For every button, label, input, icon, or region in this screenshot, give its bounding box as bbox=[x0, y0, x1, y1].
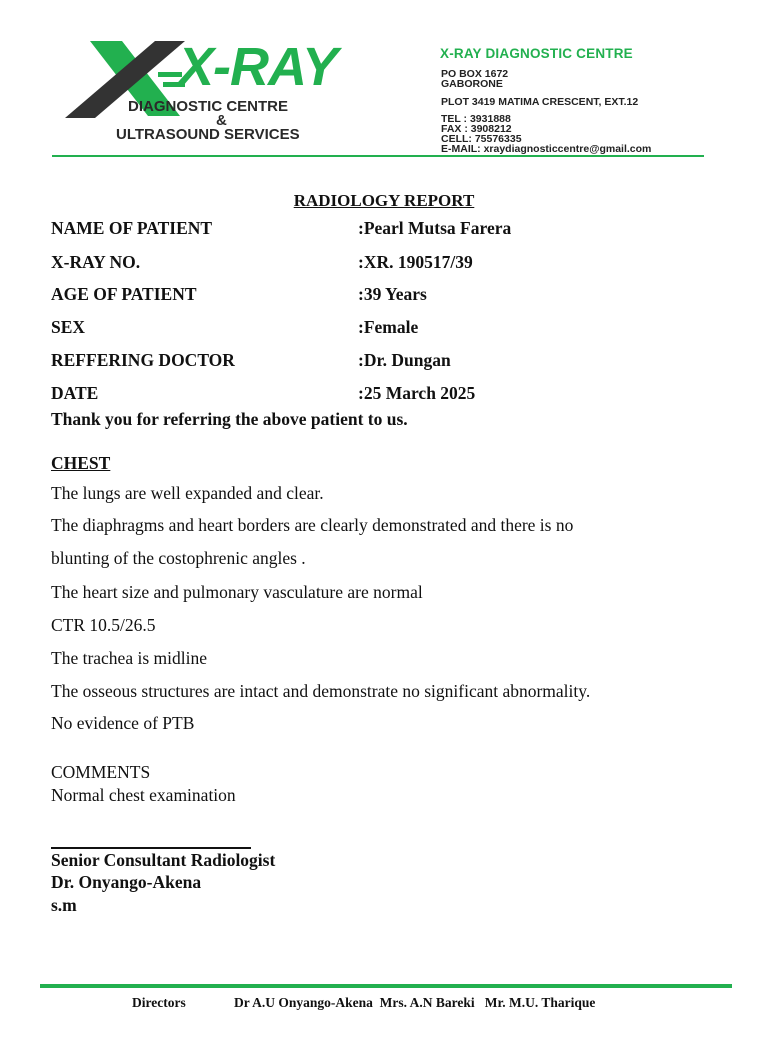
logo-line-3: ULTRASOUND SERVICES bbox=[116, 126, 300, 143]
finding-line: CTR 10.5/26.5 bbox=[51, 615, 156, 635]
field-value-sex: :Female bbox=[358, 317, 419, 337]
footer-directors bbox=[0, 995, 768, 1043]
field-label-date: DATE bbox=[51, 383, 99, 403]
footer-divider bbox=[40, 984, 732, 988]
thanks-note: Thank you for referring the above patient to us. bbox=[51, 409, 408, 429]
address: PLOT 3419 MATIMA CRESCENT, EXT.12 bbox=[441, 96, 639, 108]
po-box: PO BOX 1672 bbox=[441, 68, 509, 80]
field-label-sex: SEX bbox=[51, 317, 86, 337]
directors-names: Dr A.U Onyango-Akena Mrs. A.N Bareki Mr. M.U. Tharique bbox=[234, 995, 596, 1010]
signer-name: Dr. Onyango-Akena bbox=[51, 872, 202, 892]
finding-line: The trachea is midline bbox=[51, 648, 207, 668]
field-label-doctor: REFFERING DOCTOR bbox=[51, 350, 235, 370]
field-value-date: :25 March 2025 bbox=[358, 383, 476, 403]
field-label-age: AGE OF PATIENT bbox=[51, 284, 197, 304]
signer-title: Senior Consultant Radiologist bbox=[51, 850, 276, 870]
field-value-xray-no: :XR. 190517/39 bbox=[358, 252, 473, 272]
logo-line-2: & bbox=[216, 112, 227, 129]
cell: CELL: 75576335 bbox=[441, 133, 522, 145]
clinic-name: X-RAY DIAGNOSTIC CENTRE bbox=[440, 46, 633, 61]
field-value-doctor: :Dr. Dungan bbox=[358, 350, 451, 370]
logo-line-1: DIAGNOSTIC CENTRE bbox=[128, 98, 289, 115]
field-label-xray-no: X-RAY NO. bbox=[51, 252, 141, 272]
field-value-age: :39 Years bbox=[358, 284, 427, 304]
email: E-MAIL: xraydiagnosticcentre@gmail.com bbox=[441, 143, 652, 155]
finding-line: The diaphragms and heart borders are clearly demonstrated and there is no bbox=[51, 515, 574, 535]
report-title: RADIOLOGY REPORT bbox=[293, 191, 475, 210]
finding-line: The lungs are well expanded and clear. bbox=[51, 483, 324, 503]
header-divider bbox=[52, 155, 704, 157]
city: GABORONE bbox=[441, 78, 503, 90]
comments-heading: COMMENTS bbox=[51, 762, 151, 782]
signer-initials: s.m bbox=[51, 895, 77, 915]
field-label-name: NAME OF PATIENT bbox=[51, 218, 213, 238]
section-heading: CHEST bbox=[51, 453, 111, 473]
finding-line: The osseous structures are intact and demonstrate no significant abnormality. bbox=[51, 681, 591, 701]
field-value-name: :Pearl Mutsa Farera bbox=[358, 218, 512, 238]
fax: FAX : 3908212 bbox=[441, 123, 512, 135]
logo-title: X-RAY bbox=[178, 37, 338, 97]
finding-line: No evidence of PTB bbox=[51, 713, 195, 733]
directors-label: Directors bbox=[132, 995, 186, 1010]
telephone: TEL : 3931888 bbox=[441, 113, 511, 125]
finding-line: The heart size and pulmonary vasculature are normal bbox=[51, 582, 423, 602]
comments-text: Normal chest examination bbox=[51, 785, 236, 805]
clinic-logo bbox=[60, 38, 360, 148]
finding-line: blunting of the costophrenic angles . bbox=[51, 548, 306, 568]
signature-line bbox=[51, 847, 251, 849]
